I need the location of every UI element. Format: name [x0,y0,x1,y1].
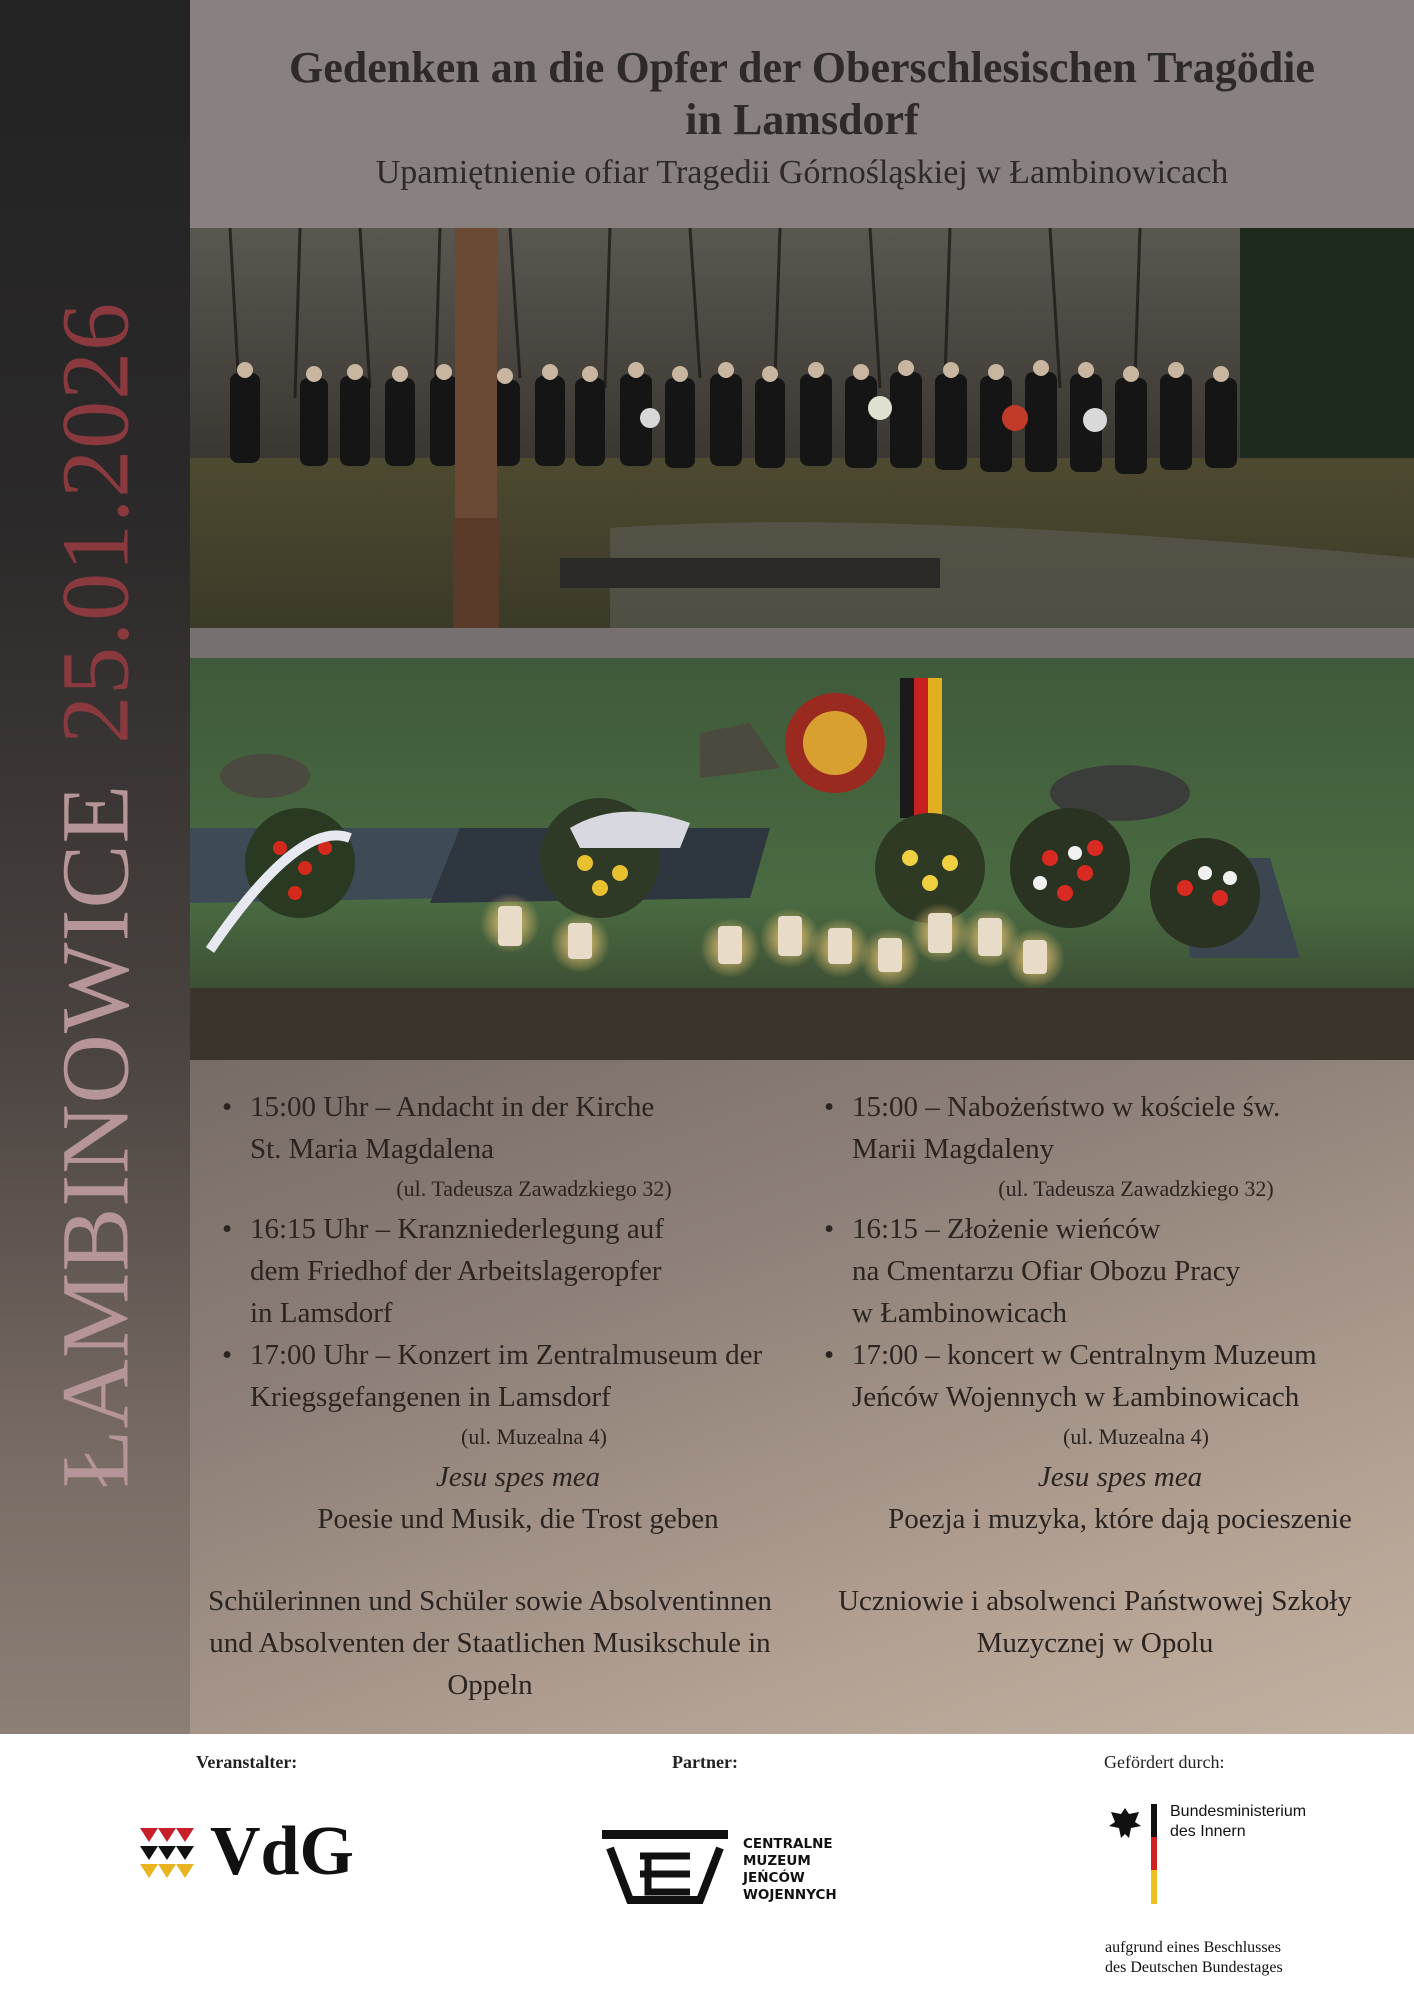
performers-german: Schülerinnen und Schüler sowie Absolventinnen und Absolventen der Staatlichen Musikschule in Oppeln [208,1585,772,1701]
bullet-icon: • [222,1091,233,1123]
performers-polish: Uczniowie i absolwenci Państwowej Szkoły Muzycznej w Opolu [838,1585,1352,1659]
list-item: • 16:15 Uhr – Kranzniederlegung auf dem Friedhof der Arbeitslageropfer in Lamsdorf [218,1208,818,1334]
museum-emblem-icon [600,1828,730,1906]
vdg-logo [140,1813,400,1890]
museum-name: CENTRALNE MUZEUM JEŃCÓW WOJENNYCH [743,1836,837,1903]
bullet-icon: • [222,1213,233,1245]
list-item: • 17:00 Uhr – Konzert im Zentralmuseum der Kriegsgefangenen in Lamsdorf (ul. Muzealna 4) [218,1334,818,1456]
list-item: • 15:00 – Nabożeństwo w kościele św. Marii Magdaleny (ul. Tadeusza Zawadzkiego 32) [820,1086,1414,1208]
address: (ul. Muzealna 4) [1063,1424,1209,1449]
funding-note: aufgrund eines Beschlusses des Deutschen Bundestages [1105,1939,1283,1976]
place-name: ŁAMBINOWICE [41,783,149,1489]
program-german [218,1086,818,1540]
concert-subtitle: Poesie und Musik, die Trost geben [317,1503,719,1535]
concert-title: Jesu spes mea [1037,1461,1203,1493]
bullet-icon: • [824,1213,835,1245]
vertical-banner [40,302,151,1488]
photo-wreaths [190,658,1414,1060]
german-flag-stripe-icon [1151,1804,1159,1904]
page-subtitle: Upamiętnienie ofiar Tragedii Górnośląskiej w Łambinowicach [375,154,1229,191]
address: (ul. Tadeusza Zawadzkiego 32) [396,1176,672,1201]
sidebar [0,0,190,1734]
title-line-1: Gedenken an die Opfer der Oberschlesischen Tragödie [289,43,1315,92]
bmi-logo [1105,1800,1365,1910]
header [190,0,1414,228]
vdg-emblem-icon [140,1828,195,1883]
photo-divider [190,628,1414,658]
list-item: • 16:15 – Złożenie wieńców na Cmentarzu Ofiar Obozu Pracy w Łambinowicach [820,1208,1414,1334]
funded-label: Gefördert durch: [1104,1752,1225,1772]
bullet-icon: • [824,1339,835,1371]
concert-title: Jesu spes mea [435,1461,601,1493]
bullet-icon: • [824,1091,835,1123]
vdg-name: VdG [210,1813,354,1890]
list-item: • 15:00 Uhr – Andacht in der Kirche St. Maria Magdalena (ul. Tadeusza Zawadzkiego 32) [218,1086,818,1208]
list-item: • 17:00 – koncert w Centralnym Muzeum Jeńców Wojennych w Łambinowicach (ul. Muzealna 4) [820,1334,1414,1456]
bullet-icon: • [222,1339,233,1371]
museum-logo [600,1828,870,1908]
federal-eagle-icon [1105,1804,1145,1844]
program-section [190,1060,1414,1734]
title-line-2: in Lamsdorf [685,95,919,144]
event-date: 25.01.2026 [41,301,149,744]
program-polish [820,1086,1414,1540]
photo-gathering [190,228,1414,628]
address: (ul. Tadeusza Zawadzkiego 32) [998,1176,1274,1201]
organizer-label: Veranstalter: [196,1752,298,1772]
concert-subtitle: Poezja i muzyka, które dają pocieszenie [888,1503,1352,1535]
bmi-name: Bundesministerium des Innern [1170,1803,1307,1840]
address: (ul. Muzealna 4) [461,1424,607,1449]
page-title [190,42,1414,146]
partner-label: Partner: [672,1752,738,1772]
